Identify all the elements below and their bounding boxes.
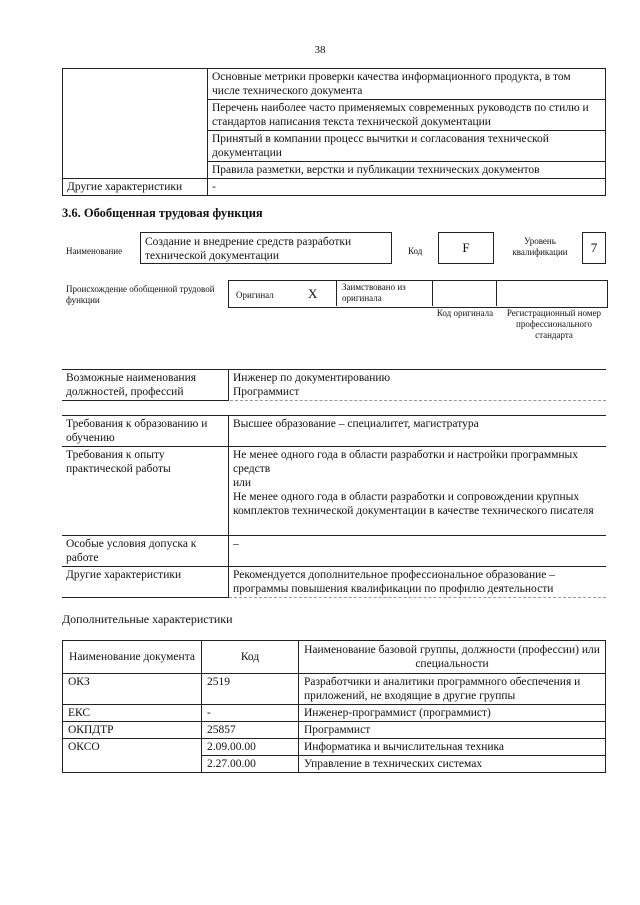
- positions-table: [62, 369, 606, 401]
- code-original-caption: Код оригинала: [436, 308, 494, 318]
- other-characteristics-value: -: [208, 179, 606, 196]
- table-row: ОКПДТР 25857 Программист: [63, 722, 606, 739]
- original-mark: X: [308, 286, 318, 301]
- other-characteristics-label: Другие характеристики: [63, 179, 208, 196]
- position-item: Инженер по документированию: [233, 372, 391, 384]
- header-code: Код: [202, 641, 299, 674]
- requirement-value-line: или: [233, 477, 252, 489]
- knowledge-row: Основные метрики проверки качества информационного продукта, в том числе технического документа: [208, 69, 606, 100]
- page-number: 38: [314, 44, 326, 56]
- requirements-table: [62, 415, 606, 598]
- level-label: Уровень квалификации: [512, 236, 568, 257]
- requirement-value-line: Не менее одного года в области разработки и сопровождении крупных комплектов технической документации в качестве технического писателя: [233, 491, 594, 517]
- table-row: 2.27.00.00 Управление в технических системах: [63, 756, 606, 773]
- requirement-value: Рекомендуется дополнительное профессиональное образование – программы повышения квалификации по профилю деятельности: [229, 567, 607, 598]
- table-row: ОКСО 2.09.00.00 Информатика и вычислительная техника: [63, 739, 606, 756]
- additional-title: Дополнительные характеристики: [62, 612, 233, 626]
- origin-label: Происхождение обобщенной трудовой функции: [66, 284, 215, 305]
- knowledge-row: Принятый в компании процесс вычитки и согласования технической документации: [208, 131, 606, 162]
- requirement-label: Другие характеристики: [62, 567, 229, 598]
- requirement-label: Особые условия допуска к работе: [62, 536, 229, 567]
- registration-number-caption: Регистрационный номер профессионального стандарта: [506, 308, 602, 340]
- function-code: F: [438, 232, 494, 264]
- knowledge-table: [62, 68, 606, 196]
- header-document: Наименование документа: [63, 641, 202, 674]
- position-item: Программист: [233, 386, 300, 398]
- function-name: Создание и внедрение средств разработки технической документации: [140, 232, 392, 264]
- requirement-value-line: Не менее одного года в области разработки и настройки программных средств: [233, 449, 579, 475]
- header-name: Наименование базовой группы, должности (профессии) или специальности: [299, 641, 606, 674]
- qualification-level: 7: [582, 232, 606, 264]
- additional-table: [62, 640, 606, 773]
- knowledge-row: Перечень наиболее часто применяемых современных руководств по стилю и стандартов написания текста технической документации: [208, 100, 606, 131]
- requirement-label: Требования к опыту практической работы: [62, 447, 229, 536]
- original-label: Оригинал: [236, 290, 274, 300]
- requirement-label: Требования к образованию и обучению: [62, 416, 229, 447]
- borrowed-label: Заимствовано из оригинала: [342, 282, 406, 303]
- positions-label: Возможные наименования должностей, профессий: [62, 370, 229, 401]
- code-label: Код: [408, 246, 423, 256]
- knowledge-row: Правила разметки, верстки и публикации технических документов: [208, 162, 606, 179]
- table-row: ЕКС - Инженер-программист (программист): [63, 705, 606, 722]
- requirement-value: Высшее образование – специалитет, магистратура: [229, 416, 607, 447]
- name-label: Наименование: [66, 246, 123, 256]
- table-row: ОКЗ 2519 Разработчики и аналитики программного обеспечения и приложений, не входящие в другие группы: [63, 674, 606, 705]
- requirement-value: –: [229, 536, 607, 567]
- section-title: 3.6. Обобщенная трудовая функция: [62, 206, 263, 220]
